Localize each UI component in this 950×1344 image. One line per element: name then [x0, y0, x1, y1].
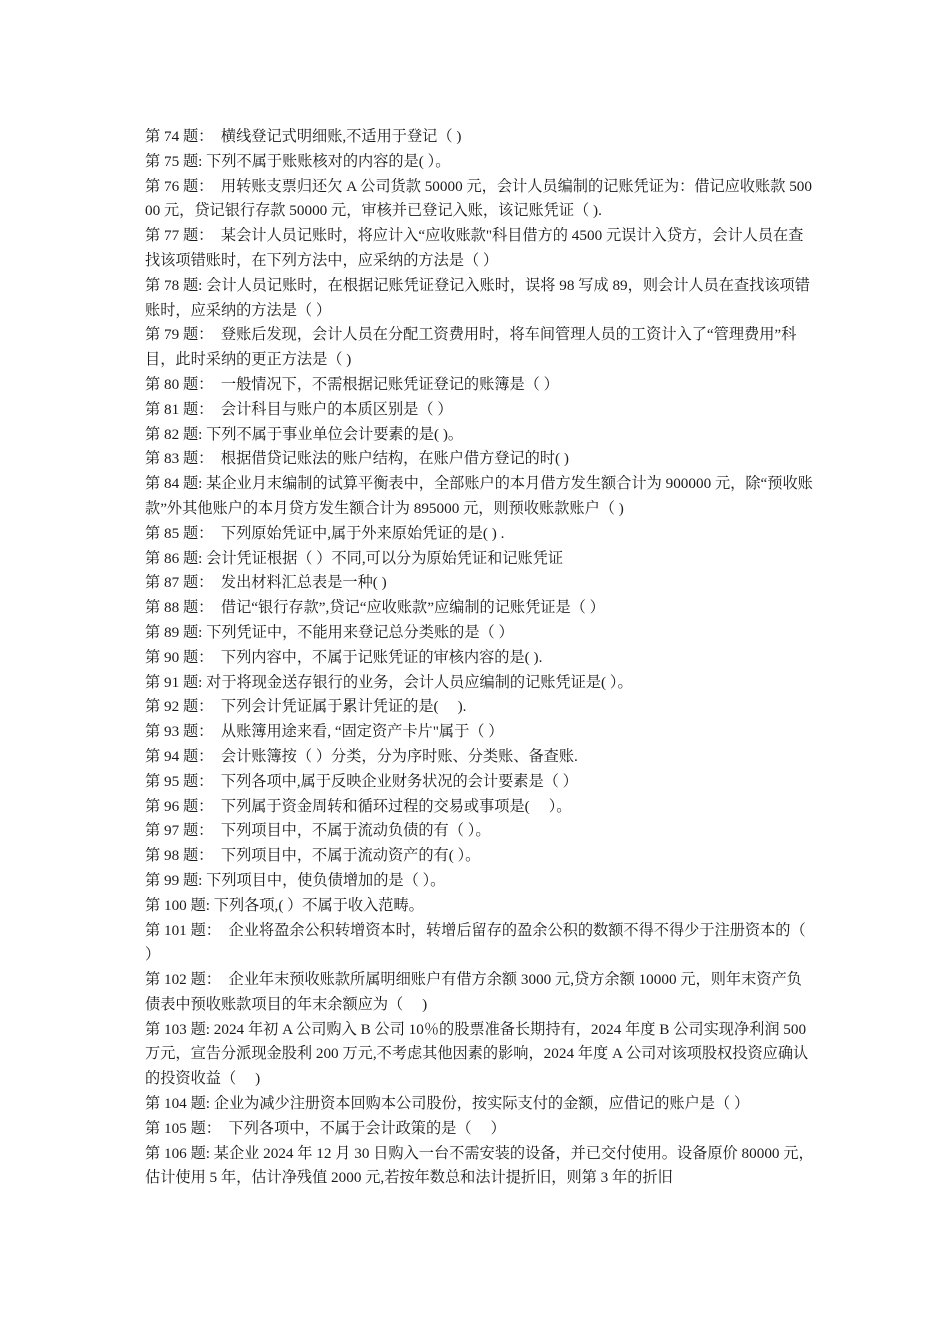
question-88: 第 88 题： 借记“银行存款”,贷记“应收账款”应编制的记账凭证是（ ）	[145, 599, 605, 617]
question-86: 第 86 题: 会计凭证根据（ ）不同,可以分为原始凭证和记账凭证	[145, 549, 564, 567]
question-85: 第 85 题： 下列原始凭证中,属于外来原始凭证的是( ) .	[145, 524, 505, 542]
question-103: 第 103 题: 2024 年初 A 公司购入 B 公司 10％的股票准备长期持有，2024 年度 B 公司实现净利润 500 万元，宣告分派现金股利 200 万元,不考虑其他因素的影响，2024 年度 A 公司对该项股权投资应确认的投资收益（ )	[145, 1020, 809, 1088]
question-77: 第 77 题： 某会计人员记账时，将应计入“应收账款"科目借方的 4500 元误计入贷方，会计人员在查找该项错账时，在下列方法中，应采纳的方法是（ ）	[145, 227, 804, 269]
question-97: 第 97 题： 下列项目中，不属于流动负债的有（ ）。	[145, 822, 491, 840]
question-81: 第 81 题： 会计科目与账户的本质区别是（ ）	[145, 400, 453, 418]
question-94: 第 94 题： 会计账簿按（ ）分类，分为序时账、分类账、备查账.	[145, 747, 578, 765]
question-95: 第 95 题： 下列各项中,属于反映企业财务状况的会计要素是（ ）	[145, 772, 578, 790]
question-99: 第 99 题: 下列项目中，使负债增加的是（ ）。	[145, 871, 446, 889]
question-84: 第 84 题: 某企业月末编制的试算平衡表中，全部账户的本月借方发生额合计为 900000 元，除“预收账款”外其他账户的本月贷方发生额合计为 895000 元，则预收账款账户（ )	[145, 475, 813, 517]
question-105: 第 105 题： 下列各项中，不属于会计政策的是（ ）	[145, 1119, 506, 1137]
question-87: 第 87 题： 发出材料汇总表是一种( )	[145, 574, 387, 592]
question-74: 第 74 题： 横线登记式明细账,不适用于登记（ )	[145, 128, 462, 145]
question-92: 第 92 题： 下列会计凭证属于累计凭证的是( ).	[145, 698, 467, 716]
question-104: 第 104 题: 企业为减少注册资本回购本公司股份，按实际支付的金额，应借记的账户是（ ）	[145, 1095, 750, 1113]
question-89: 第 89 题: 下列凭证中，不能用来登记总分类账的是（ ）	[145, 623, 514, 641]
question-79: 第 79 题： 登账后发现，会计人员在分配工资费用时，将车间管理人员的工资计入了“管理费用”科目，此时采纳的更正方法是（ )	[145, 326, 797, 369]
question-82: 第 82 题: 下列不属于事业单位会计要素的是( )。	[145, 425, 464, 443]
question-80: 第 80 题： 一般情况下，不需根据记账凭证登记的账簿是（ ）	[145, 375, 559, 393]
document-page	[145, 125, 825, 1191]
question-100: 第 100 题: 下列各项,( ）不属于收入范畴。	[145, 896, 424, 914]
question-75: 第 75 题: 下列不属于账账核对的内容的是( ）。	[145, 152, 451, 170]
question-102: 第 102 题： 企业年末预收账款所属明细账户有借方余额 3000 元,贷方余额 10000 元，则年末资产负债表中预收账款项目的年末余额应为（ )	[145, 971, 802, 1013]
question-76: 第 76 题： 用转账支票归还欠 A 公司货款 50000 元，会计人员编制的记账凭证为：借记应收账款 50000 元，贷记银行存款 50000 元，审核并已登记入账，该记账凭证（ ).	[145, 177, 812, 220]
question-83: 第 83 题： 根据借贷记账法的账户结构，在账户借方登记的时( )	[145, 450, 569, 468]
question-91: 第 91 题: 对于将现金送存银行的业务，会计人员应编制的记账凭证是( ）。	[145, 673, 633, 691]
question-90: 第 90 题： 下列内容中，不属于记账凭证的审核内容的是( ).	[145, 648, 543, 666]
question-106: 第 106 题: 某企业 2024 年 12 月 30 日购入一台不需安装的设备，并已交付使用。设备原价 80000 元，估计使用 5 年，估计净残值 2000 元,若按年数总和法计提折旧，则第 3 年的折旧	[145, 1144, 814, 1187]
question-98: 第 98 题： 下列项目中，不属于流动资产的有( ）。	[145, 847, 481, 865]
question-101: 第 101 题： 企业将盈余公积转增资本时，转增后留存的盈余公积的数额不得不得少于注册资本的（ ）	[145, 921, 825, 964]
question-96: 第 96 题： 下列属于资金周转和循环过程的交易或事项是( ）。	[145, 797, 572, 815]
question-78: 第 78 题: 会计人员记账时，在根据记账凭证登记入账时，误将 98 写成 89，则会计人员在查找该项错账时，应采纳的方法是（ ）	[145, 276, 810, 319]
question-93: 第 93 题： 从账簿用途来看, “固定资产卡片"属于（ ）	[145, 723, 504, 741]
